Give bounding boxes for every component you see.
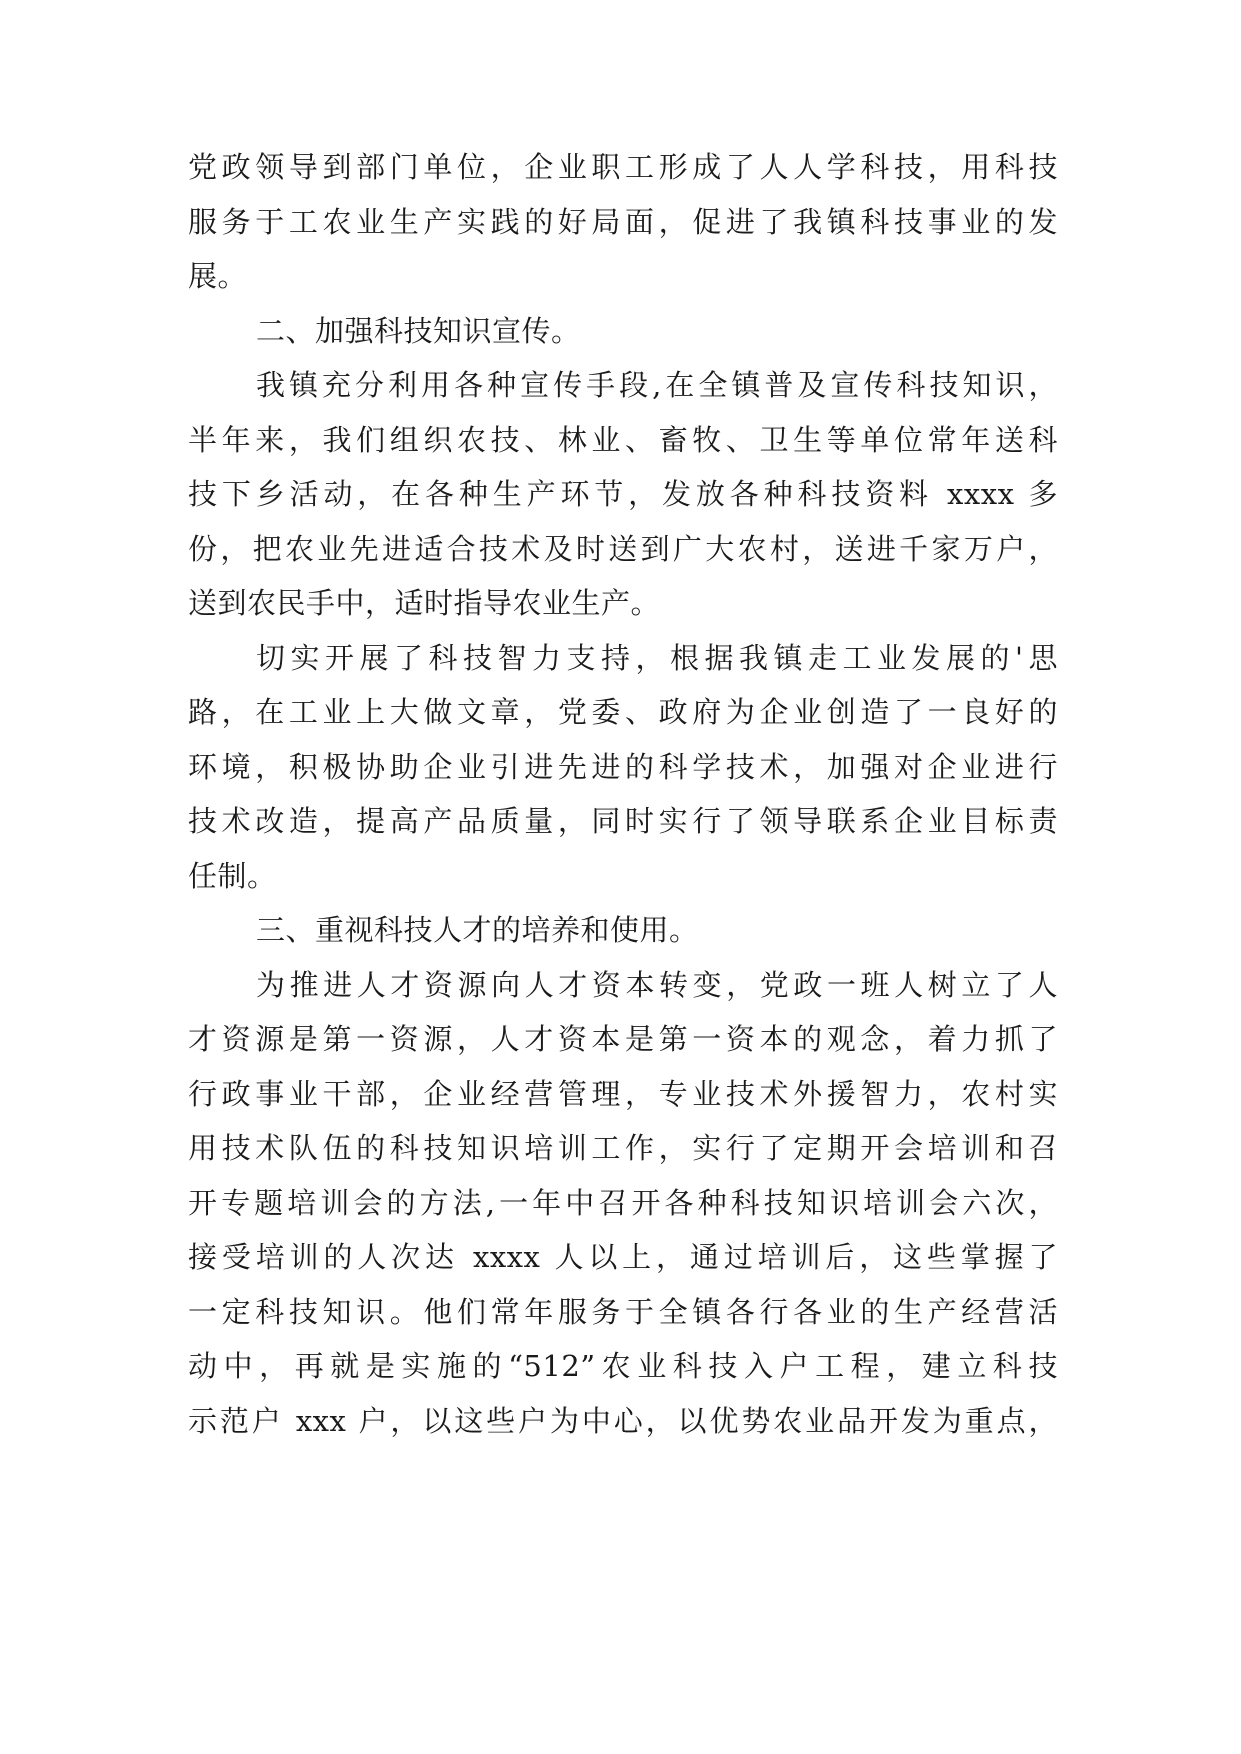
text-line: 接受培训的人次达 xxxx 人以上，通过培训后，这些掌握了 [188,1240,1058,1274]
text-line: 环境，积极协助企业引进先进的科学技术，加强对企业进行 [188,750,1058,784]
text-line: 任制。 [188,859,277,893]
text-line: 份，把农业先进适合技术及时送到广大农村，送进千家万户， [188,532,1058,566]
text-line: 一定科技知识。他们常年服务于全镇各行各业的生产经营活 [188,1295,1058,1329]
text-line: 技下乡活动，在各种生产环节，发放各种科技资料 xxxx 多 [188,477,1058,511]
text-line: 用技术队伍的科技知识培训工作，实行了定期开会培训和召 [188,1131,1058,1165]
text-line: 技术改造，提高产品质量，同时实行了领导联系企业目标责 [188,804,1058,838]
text-line: 路，在工业上大做文章，党委、政府为企业创造了一良好的 [188,695,1058,729]
text-line: 为推进人才资源向人才资本转变，党政一班人树立了人 [256,968,1058,1002]
text-line: 服务于工农业生产实践的好局面，促进了我镇科技事业的发 [188,205,1058,239]
text-line: 示范户 xxx 户，以这些户为中心，以优势农业品开发为重点， [188,1404,1058,1438]
text-line: 开专题培训会的方法,一年中召开各种科技知识培训会六次， [188,1186,1058,1220]
text-line: 我镇充分利用各种宣传手段,在全镇普及宣传科技知识， [256,368,1058,402]
text-line: 半年来，我们组织农技、林业、畜牧、卫生等单位常年送科 [188,423,1058,457]
text-line: 才资源是第一资源，人才资本是第一资本的观念，着力抓了 [188,1022,1058,1056]
heading-line: 三、重视科技人才的培养和使用。 [256,913,699,947]
text-line: 送到农民手中，适时指导农业生产。 [188,586,661,620]
text-line: 切实开展了科技智力支持，根据我镇走工业发展的'思 [256,641,1058,675]
text-line: 党政领导到部门单位，企业职工形成了人人学科技，用科技 [188,150,1058,184]
text-line: 行政事业干部，企业经营管理，专业技术外援智力，农村实 [188,1077,1058,1111]
text-line: 展。 [188,259,248,293]
text-line: 动中，再就是实施的“512”农业科技入户工程，建立科技 [188,1349,1058,1383]
heading-line: 二、加强科技知识宣传。 [256,314,581,348]
